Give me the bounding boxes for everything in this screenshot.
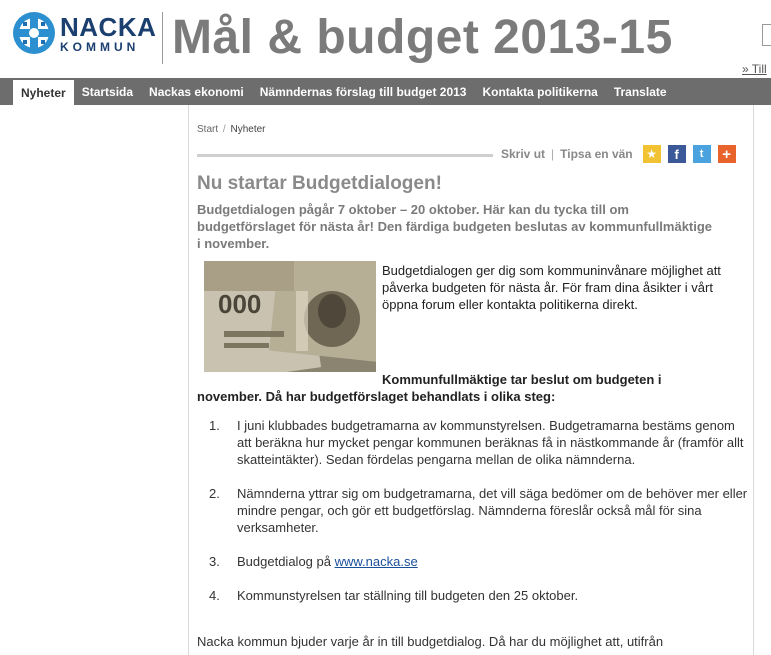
step-text <box>237 553 749 570</box>
article-lead: Budgetdialogen pågår 7 oktober – 20 oktober. Här kan du tycka till om budgetförslaget för nästa år! Den färdiga budgeten beslutas av kommunfullmäktige i november. <box>197 202 713 251</box>
step-text: I juni klubbades budgetramarna av kommunstyrelsen. Budgetramarna bestäms genom att beräkna hur mycket pengar kommunen beräknas få in nästkommande år (framför allt skatteintäkter). Sedan fördelas pengarna mellan de olika nämnderna. <box>237 418 744 467</box>
nav-item-nackas-ekonomi[interactable]: Nackas ekonomi <box>149 84 244 99</box>
nav-item-kontakta-politikerna[interactable]: Kontakta politikerna <box>482 84 598 99</box>
list-item <box>209 553 749 570</box>
logo-line-2: KOMMUN <box>60 39 140 54</box>
nav-item-namndernas-forslag[interactable]: Nämndernas förslag till budget 2013 <box>259 84 467 99</box>
process-heading <box>197 371 747 405</box>
header-divider <box>162 12 163 64</box>
closing-paragraph: Nacka kommun bjuder varje år in till budgetdialog. Då har du möjlighet att, utifrån <box>197 634 664 649</box>
nacka-emblem-icon <box>12 11 56 55</box>
nav-item-nyheter[interactable]: Nyheter <box>13 80 74 105</box>
article-intro: Budgetdialogen ger dig som kommuninvånare möjlighet att påverka budgeten för nästa år. För fram dina åsikter i vårt öppna forum eller kontakta politikerna direkt. <box>382 263 721 312</box>
share-more-icon[interactable]: + <box>718 145 736 163</box>
tip-friend-link[interactable]: Tipsa en vän <box>560 147 633 161</box>
logo-text <box>60 11 157 54</box>
step-number: 3. <box>209 554 220 569</box>
list-item <box>209 485 749 536</box>
toolbar-divider <box>197 154 493 157</box>
breadcrumb <box>197 124 265 135</box>
step-text: Kommunstyrelsen tar ställning till budgeten den 25 oktober. <box>237 588 579 603</box>
favorite-star-icon[interactable]: ★ <box>643 145 661 163</box>
share-icons <box>643 145 736 163</box>
process-heading-line-2: november. Då har budgetförslaget behandlats i olika steg: <box>197 389 556 404</box>
skip-link[interactable]: » Till <box>742 62 767 76</box>
svg-text:000: 000 <box>218 289 262 319</box>
step-text-prefix: Budgetdialog på <box>237 554 335 569</box>
twitter-icon[interactable]: t <box>693 145 711 163</box>
nacka-logo[interactable] <box>12 10 162 56</box>
article-toolbar <box>501 145 736 163</box>
site-title: Mål & budget 2013-15 <box>172 11 673 64</box>
step-number: 4. <box>209 588 220 603</box>
logo-line-1: NACKA <box>60 11 157 42</box>
toolbar-separator: | <box>551 147 555 161</box>
article-column <box>188 105 754 655</box>
banknotes-image <box>204 261 376 372</box>
main-nav <box>0 78 771 105</box>
breadcrumb-separator: / <box>222 124 226 135</box>
list-item <box>209 587 749 604</box>
nacka-website-link[interactable]: www.nacka.se <box>334 554 418 569</box>
site-header <box>0 0 771 78</box>
facebook-icon[interactable]: f <box>668 145 686 163</box>
print-link[interactable]: Skriv ut <box>501 147 546 161</box>
step-text: Nämnderna yttrar sig om budgetramarna, det vill säga bedömer om de behöver mer eller mindre pengar, och gör ett budgetförslag. Nämnderna föreslår också mål för sina verksamheter. <box>237 486 748 535</box>
process-steps <box>209 417 749 621</box>
process-heading-line-1: Kommunfullmäktige tar beslut om budgeten i <box>382 372 662 387</box>
step-number: 1. <box>209 418 220 433</box>
breadcrumb-home-link[interactable]: Start <box>197 124 219 135</box>
search-input[interactable] <box>762 24 771 46</box>
list-item <box>209 417 749 468</box>
breadcrumb-current: Nyheter <box>230 124 266 135</box>
step-number: 2. <box>209 486 220 501</box>
article-title: Nu startar Budgetdialogen! <box>197 173 442 194</box>
nav-item-startsida[interactable]: Startsida <box>81 84 134 99</box>
nav-item-translate[interactable]: Translate <box>613 84 667 99</box>
